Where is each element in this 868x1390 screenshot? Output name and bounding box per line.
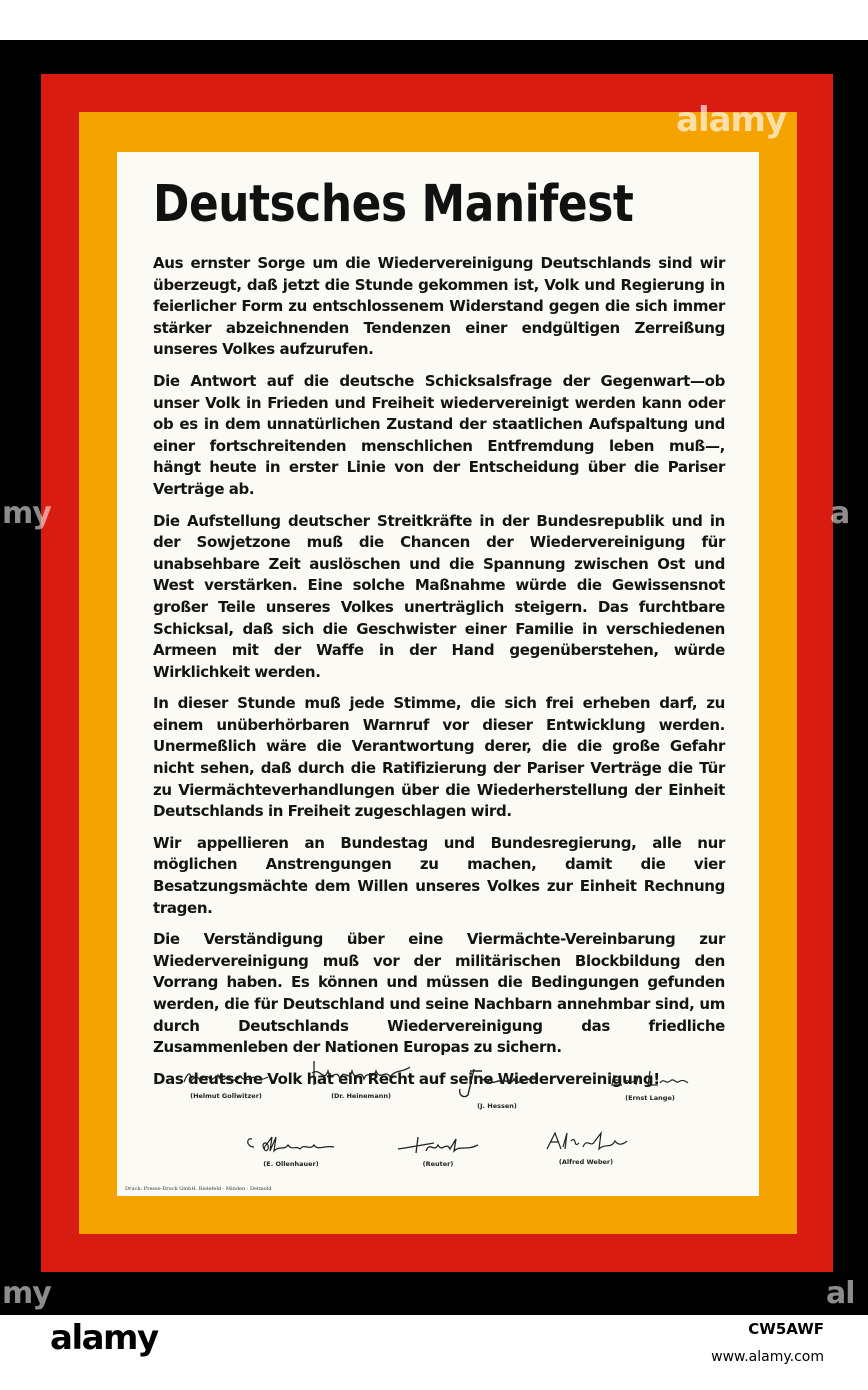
manifest-document	[117, 152, 759, 1196]
handwritten-signature-icon	[608, 1067, 692, 1091]
watermark-fragment-left: my	[2, 496, 51, 531]
signatory-name: (Ernst Lange)	[625, 1094, 675, 1102]
watermark-fragment-bottom-right: al	[826, 1276, 855, 1311]
document-title: Deutsches Manifest	[153, 175, 634, 234]
signatory-name: (Dr. Heinemann)	[331, 1092, 391, 1100]
signatory-name: (Alfred Weber)	[558, 1158, 614, 1166]
printer-imprint: Druck: Presse-Druck GmbH. Bielefeld · Minden · Detmold	[125, 1186, 272, 1192]
handwritten-signature-icon	[392, 1133, 484, 1157]
signatory-name: (E. Ollenhauer)	[263, 1160, 319, 1168]
stock-url: www.alamy.com	[711, 1349, 824, 1365]
signatory-name: (Helmut Gollwitzer)	[190, 1092, 262, 1100]
signature-block	[117, 1057, 759, 1177]
stock-logo: alamy	[50, 1318, 158, 1358]
watermark-fragment-right: a	[830, 496, 850, 531]
signature-ollenhauer	[226, 1133, 356, 1168]
paragraph-4: In dieser Stunde muß jede Stimme, die sich frei erheben darf, zu einem unüberhörbaren Warnruf vor dieser Entwicklung werden. Unermeßlich wäre die Verantwortung derer, die die große Gefahr nicht sehen, daß durch die Ratifizierung der Pariser Verträge die Tür zu Viermächteverhandlungen über die Wiederherstellung der Einheit Deutschlands in Freiheit zugeschlagen wird.	[153, 694, 725, 821]
watermark-brand: alamy	[676, 100, 787, 140]
signature-lange	[585, 1067, 715, 1102]
signature-hessen	[432, 1065, 562, 1110]
signature-gollwitzer	[161, 1067, 291, 1100]
signature-reuter	[373, 1133, 503, 1168]
paragraph-3: Die Aufstellung deutscher Streitkräfte in der Bundesrepublik und in der Sowjetzone muß die Chancen der Wiedervereinigung für unabsehbare Zeit auslöschen und die Spannung zwischen Ost und West verstärken. Eine solche Maßnahme würde die Gewissensnot großer Teile unseres Volkes unerträglich steigern. Das furchtbare Schicksal, daß sich die Geschwister einer Familie in verschiedenen Armeen mit der Waffe in der Hand gegenüberstehen, würde Wirklichkeit werden.	[153, 511, 725, 681]
handwritten-signature-icon	[541, 1129, 631, 1155]
paragraph-2: Die Antwort auf die deutsche Schicksalsfrage der Gegenwart—ob unser Volk in Frieden und Freiheit wiedervereinigt werden kann oder ob es in dem unnatürlichen Zustand der staatlichen Aufspaltung und einer fortschreitenden menschlichen Entfremdung leben muß—, hängt heute in erster Linie von der Entscheidung über die Pariser Verträge ab.	[153, 371, 725, 498]
handwritten-signature-icon	[180, 1067, 272, 1089]
signature-heinemann	[296, 1057, 426, 1100]
watermark-fragment-bottom-left: my	[2, 1276, 51, 1311]
signature-weber	[521, 1129, 651, 1166]
handwritten-signature-icon	[242, 1133, 340, 1157]
signatory-name: (Reuter)	[422, 1160, 454, 1168]
paragraph-6: Die Verständigung über eine Viermächte-Vereinbarung zur Wiedervereinigung muß vor der militärischen Blockbildung den Vorrang haben. Es können und müssen die Bedingungen gefunden werden, die für Deutschland und seine Nachbarn annehmbar sind, um durch Deutschlands Wiedervereinigung das friedliche Zusammenleben der Nationen Europas zu sichern.	[153, 930, 725, 1057]
handwritten-signature-icon	[306, 1057, 416, 1089]
signatory-name: (J. Hessen)	[477, 1102, 517, 1110]
paragraph-5: Wir appellieren an Bundestag und Bundesregierung, alle nur möglichen Anstrengungen zu machen, damit die vier Besatzungsmächte dem Willen unseres Volkes zur Einheit Rechnung tragen.	[153, 833, 725, 917]
closing-statement: Das deutsche Volk hat ein Recht auf seine Wiedervereinigung!	[153, 1069, 660, 1088]
handwritten-signature-icon	[452, 1065, 542, 1099]
stock-image-id: CW5AWF	[748, 1320, 824, 1338]
paragraph-1: Aus ernster Sorge um die Wiedervereinigung Deutschlands sind wir überzeugt, daß jetzt die Stunde gekommen ist, Volk und Regierung in feierlicher Form zu entschlossenem Widerstand gegen die sich immer stärker abzeichnenden Tendenzen einer endgültigen Zerreißung unseres Volkes aufzurufen.	[153, 254, 725, 359]
